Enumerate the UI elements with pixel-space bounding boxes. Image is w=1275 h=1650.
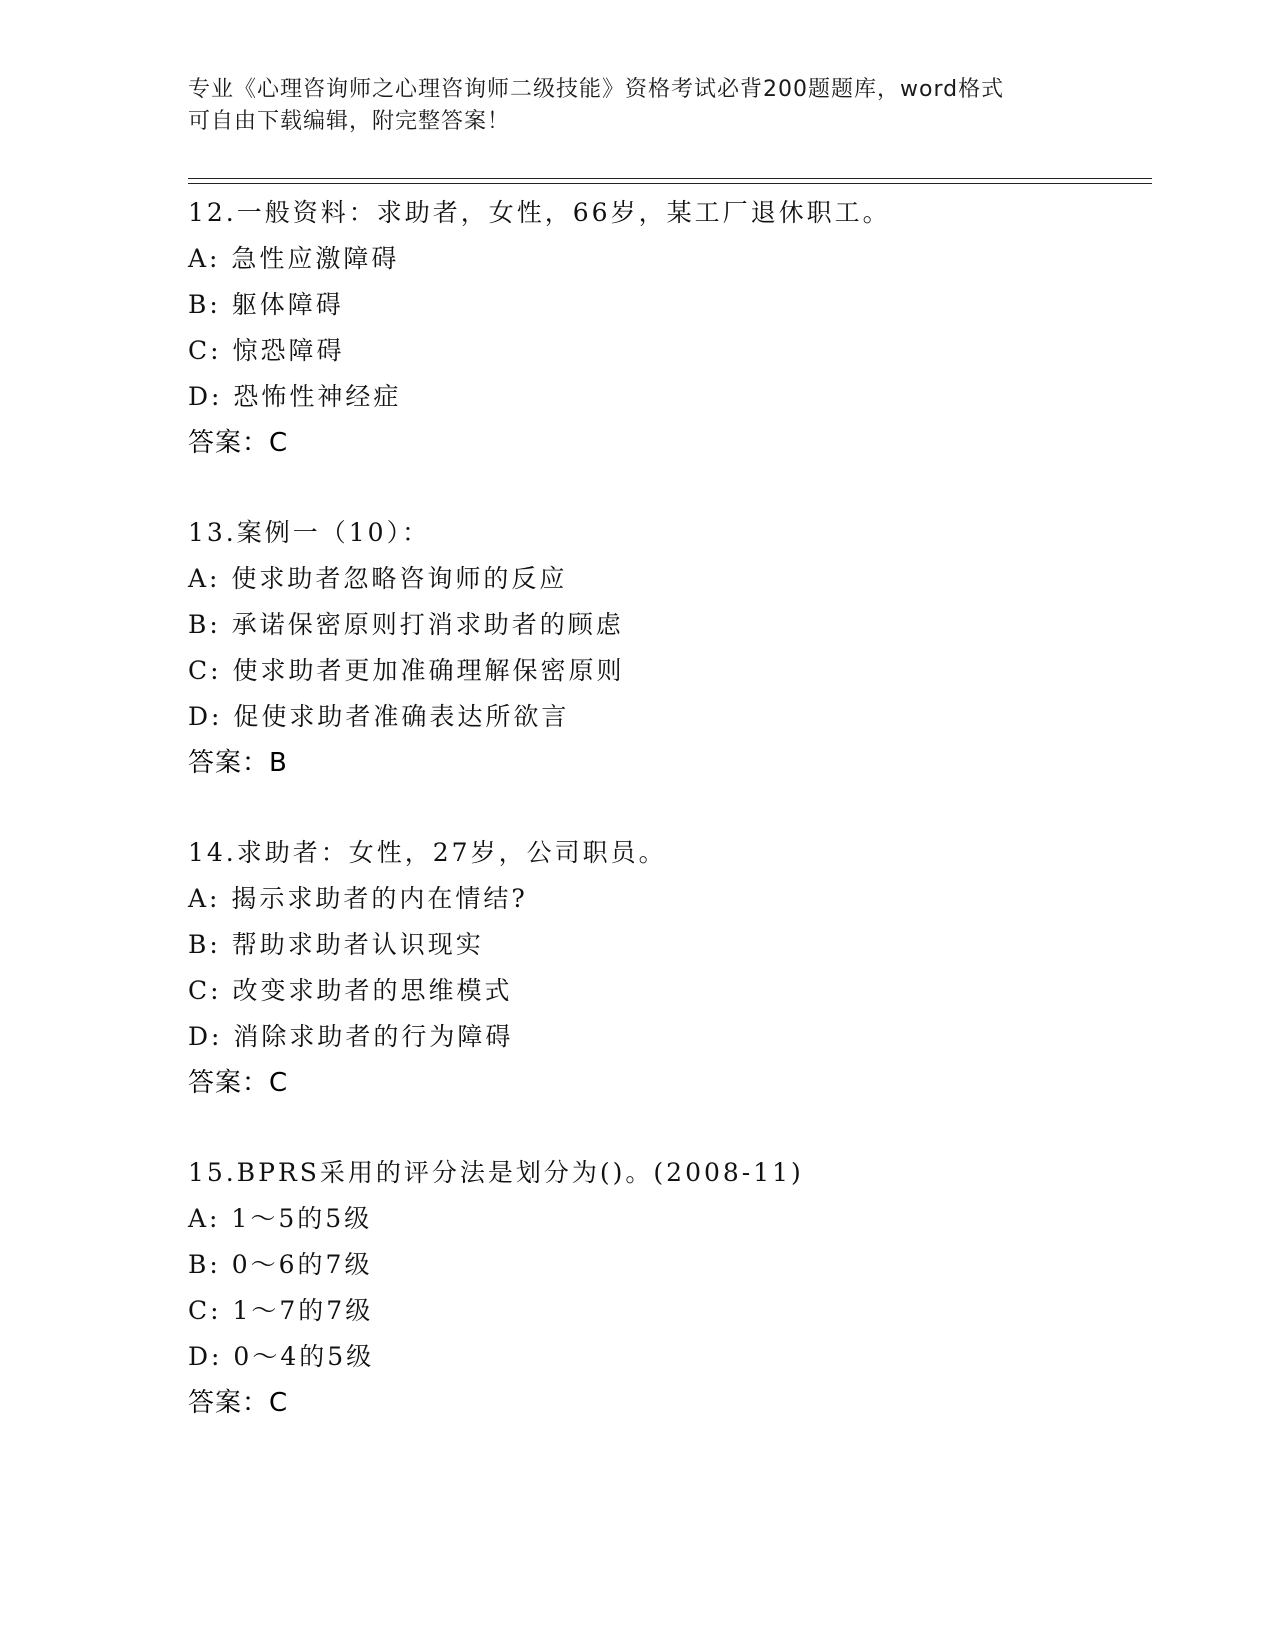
header-line-1: 专业《心理咨询师之心理咨询师二级技能》资格考试必背200题题库，word格式 (188, 77, 1005, 102)
question-list (188, 190, 1148, 1470)
header-rule-top (188, 178, 1152, 179)
option-b: B: 承诺保密原则打消求助者的顾虑 (188, 610, 624, 639)
option-d: D: 促使求助者准确表达所欲言 (188, 702, 570, 731)
option-a: A: 1～5的5级 (188, 1204, 373, 1233)
answer-line: 答案：B (188, 748, 288, 778)
question-13 (188, 510, 1148, 786)
question-stem: 14.求助者：女性，27岁，公司职员。 (188, 838, 667, 867)
option-c: C: 改变求助者的思维模式 (188, 976, 513, 1005)
header-rule-bottom (188, 183, 1152, 184)
question-stem: 12.一般资料：求助者，女性，66岁，某工厂退休职工。 (188, 198, 891, 227)
header-line-2: 可自由下载编辑，附完整答案！ (188, 109, 511, 134)
option-b: B: 躯体障碍 (188, 290, 344, 319)
option-a: A: 使求助者忽略咨询师的反应 (188, 564, 568, 593)
answer-line: 答案：C (188, 1068, 289, 1098)
answer-line: 答案：C (188, 1388, 289, 1418)
option-b: B: 0～6的7级 (188, 1250, 373, 1279)
answer-line: 答案：C (188, 428, 289, 458)
option-d: D: 消除求助者的行为障碍 (188, 1022, 514, 1051)
option-d: D: 恐怖性神经症 (188, 382, 402, 411)
option-a: A: 揭示求助者的内在情结? (188, 884, 528, 913)
question-14 (188, 830, 1148, 1106)
question-stem: 15.BPRS采用的评分法是划分为()。(2008-11) (188, 1158, 804, 1187)
option-d: D: 0～4的5级 (188, 1342, 375, 1371)
option-c: C: 使求助者更加准确理解保密原则 (188, 656, 625, 685)
question-stem: 13.案例一（10）： (188, 518, 431, 547)
option-c: C: 惊恐障碍 (188, 336, 345, 365)
question-12 (188, 190, 1148, 466)
option-c: C: 1～7的7级 (188, 1296, 374, 1325)
document-header (188, 74, 1088, 138)
option-b: B: 帮助求助者认识现实 (188, 930, 484, 959)
option-a: A: 急性应激障碍 (188, 244, 400, 273)
question-15 (188, 1150, 1148, 1426)
